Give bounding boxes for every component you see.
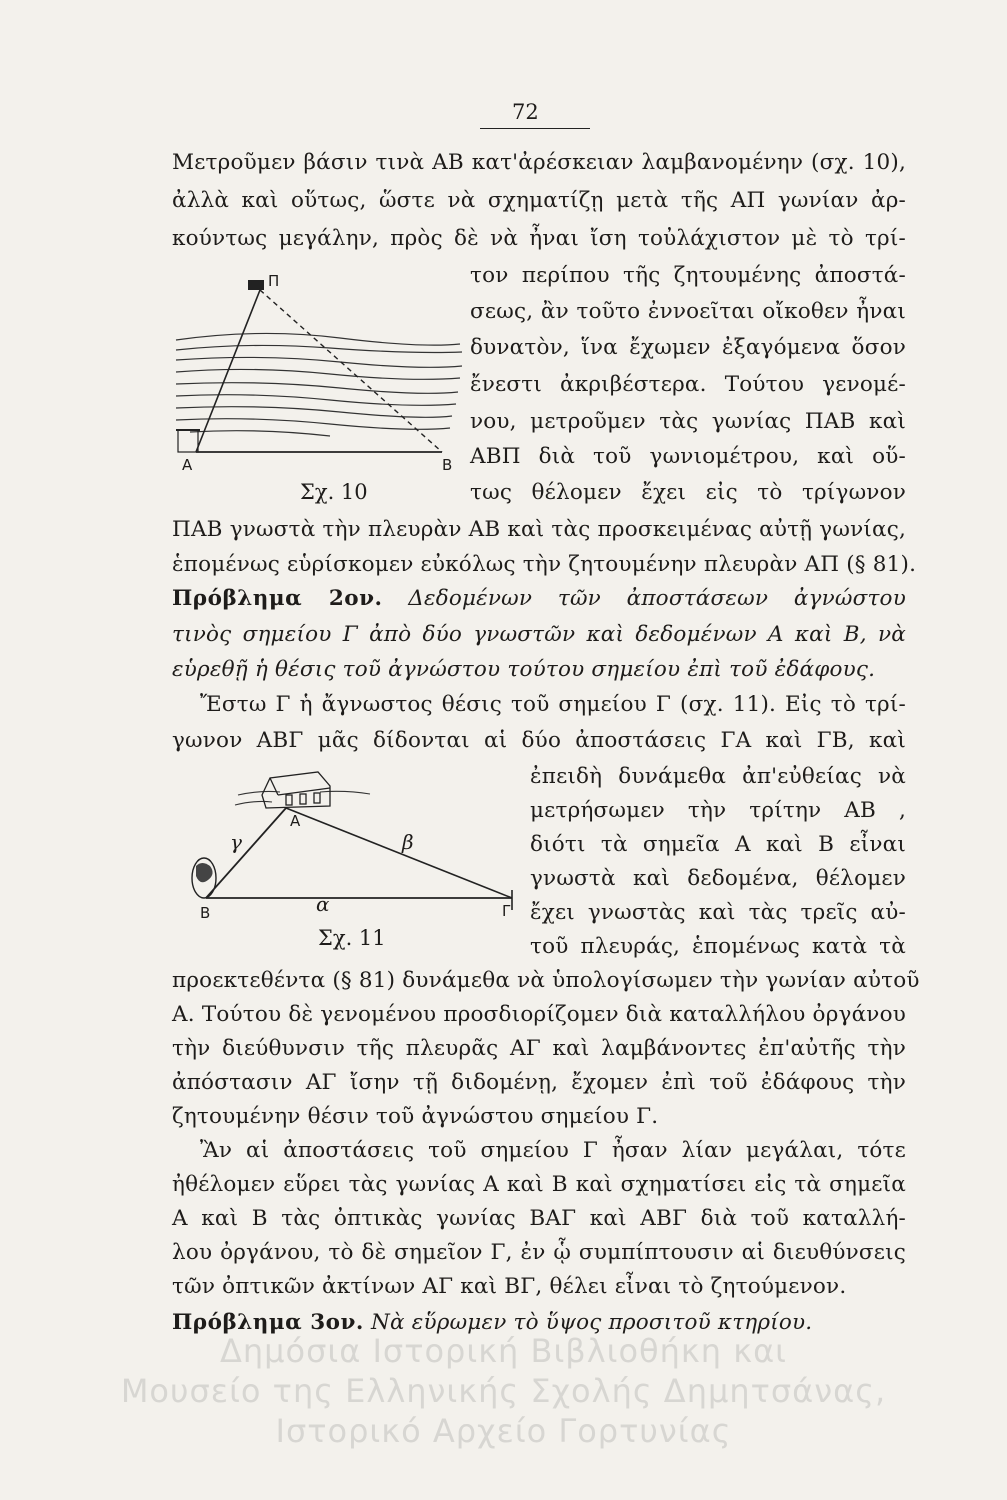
text-line: Α. Τούτου δὲ γενομένου προσδιορίζομεν διὰ καταλλήλου ὀργάνου (172, 1002, 906, 1027)
page-number: 72 (512, 100, 539, 124)
text-line: τον περίπου τῆς ζητουμένης ἀποστά- (470, 263, 906, 288)
fig11-side-gamma: γ (230, 830, 242, 854)
problem-2-statement-line: τινὸς σημείου Γ ἀπὸ δύο γνωστῶν καὶ δεδομένων Α καὶ Β, νὰ (172, 622, 906, 647)
text-line: ἀλλὰ καὶ οὕτως, ὥστε νὰ σχηματίζῃ μετὰ τῆς ΑΠ γωνίαν ἀρ- (172, 188, 906, 213)
text-line: ΠΑΒ γνωστὰ τὴν πλευρὰν ΑΒ καὶ τὰς προσκειμένας αὐτῇ γωνίας, (172, 517, 906, 542)
text-line: ἔνεστι ἀκριβέστερα. Τούτου γενομέ- (470, 372, 906, 397)
text-line: κούντως μεγάλην, πρὸς δὲ νὰ ἦναι ἴση τοὐλάχιστον μὲ τὸ τρί- (172, 226, 906, 251)
text-line: ἀπόστασιν ΑΓ ἴσην τῇ διδομένῃ, ἔχομεν ἐπὶ τοῦ ἐδάφους τὴν (172, 1070, 906, 1095)
text-line: ἐπειδὴ δυνάμεθα ἀπ'εὐθείας νὰ (530, 764, 906, 789)
problem-3-line (172, 1312, 906, 1334)
text-line: ἠθέλομεν εὕρει τὰς γωνίας Α καὶ Β καὶ σχηματίσει εἰς τὰ σημεῖα (172, 1172, 906, 1197)
text-line: Α καὶ Β τὰς ὀπτικὰς γωνίας ΒΑΓ καὶ ΑΒΓ διὰ τοῦ καταλλή- (172, 1206, 906, 1231)
problem-3-heading: Πρόβλημα 3ον. (172, 1310, 364, 1335)
text-line: ΑΒΠ διὰ τοῦ γωνιομέτρου, καὶ οὕ- (470, 444, 906, 469)
text-line: Ἂν αἱ ἀποστάσεις τοῦ σημείου Γ ἦσαν λίαν μεγάλαι, τότε (200, 1138, 906, 1163)
figure-11-caption: Σχ. 11 (318, 926, 386, 950)
fig10-label-a: Α (182, 456, 193, 474)
watermark-line: Δημόσια Ιστορική Βιβλιοθήκη και (220, 1332, 787, 1370)
text-line: τῶν ὀπτικῶν ἀκτίνων ΑΓ καὶ ΒΓ, θέλει εἶναι τὸ ζητούμενον. (172, 1274, 847, 1299)
text-line: γωνον ΑΒΓ μᾶς δίδονται αἱ δύο ἀποστάσεις ΓΑ καὶ ΓΒ, καὶ (172, 728, 906, 753)
fig10-label-b: Β (442, 456, 453, 474)
side-ab (206, 808, 286, 898)
watermark-line: Ιστορικό Αρχείο Γορτυνίας (275, 1412, 732, 1450)
text-line: τὴν διεύθυνσιν τῆς πλευρᾶς ΑΓ καὶ λαμβάνοντες ἐπ'αὐτῆς τὴν (172, 1036, 906, 1061)
fig11-side-beta: β (402, 830, 414, 854)
fig11-label-a: Α (290, 812, 301, 830)
fig11-label-b: Β (200, 904, 211, 922)
text-line: μετρήσωμεν τὴν τρίτην ΑΒ , (530, 798, 906, 823)
text-line: ἑπομένως εὑρίσκομεν εὐκόλως τὴν ζητουμένην πλευρὰν ΑΠ (§ 81). (172, 552, 917, 577)
text-line: τως θέλομεν ἔχει εἰς τὸ τρίγωνον (470, 480, 906, 505)
text-line: σεως, ἂν τοῦτο ἐννοεῖται οἴκοθεν ἦναι (470, 299, 906, 324)
fig11-label-g: Γ (502, 902, 511, 920)
problem-3-statement: Νὰ εὕρωμεν τὸ ὕψος προσιτοῦ κτηρίου. (370, 1310, 813, 1335)
fig11-side-alpha: α (316, 892, 330, 916)
text-line: λου ὀργάνου, τὸ δὲ σημεῖον Γ, ἐν ᾧ συμπίπτουσιν αἱ διευθύνσεις (172, 1240, 906, 1265)
watermark-line: Μουσείο της Ελληνικής Σχολής Δημητσάνας, (120, 1372, 887, 1410)
text-line: ἔχει γνωστὰς καὶ τὰς τρεῖς αὐ- (530, 900, 906, 925)
text-line: γνωστὰ καὶ δεδομένα, θέλομεν (530, 866, 906, 891)
fig10-label-p: Π (268, 272, 280, 290)
text-line: Ἔστω Γ ἡ ἄγνωστος θέσις τοῦ σημείου Γ (σχ. 11). Εἰς τὸ τρί- (200, 692, 906, 717)
text-line: προεκτεθέντα (§ 81) δυνάμεθα νὰ ὑπολογίσωμεν τὴν γωνίαν αὐτοῦ (172, 968, 920, 993)
text-line: νου, μετροῦμεν τὰς γωνίας ΠΑΒ καὶ (470, 409, 906, 434)
house-icon (262, 772, 330, 808)
side-ag (286, 808, 512, 898)
text-line: τοῦ πλευράς, ἑπομένως κατὰ τὰ (530, 934, 906, 959)
problem-2-statement-line: εὑρεθῇ ἡ θέσις τοῦ ἀγνώστου τούτου σημείου ἐπὶ τοῦ ἐδάφους. (172, 657, 876, 682)
text-line: διότι τὰ σημεῖα Α καὶ Β εἶναι (530, 832, 906, 857)
text-line: ζητουμένην θέσιν τοῦ ἀγνώστου σημείου Γ. (172, 1104, 659, 1129)
figure-10-caption: Σχ. 10 (300, 480, 368, 504)
text-line: δυνατὸν, ἵνα ἔχωμεν ἐξαγόμενα ὅσον (470, 335, 906, 360)
text-line: Μετροῦμεν βάσιν τινὰ ΑΒ κατ'ἀρέσκειαν λαμβανομένην (σχ. 10), (172, 150, 906, 175)
problem-2-heading: Πρόβλημα 2ον. (172, 586, 383, 611)
problem-2-statement: Δεδομένων τῶν ἀποστάσεων ἀγνώστου (408, 586, 906, 611)
